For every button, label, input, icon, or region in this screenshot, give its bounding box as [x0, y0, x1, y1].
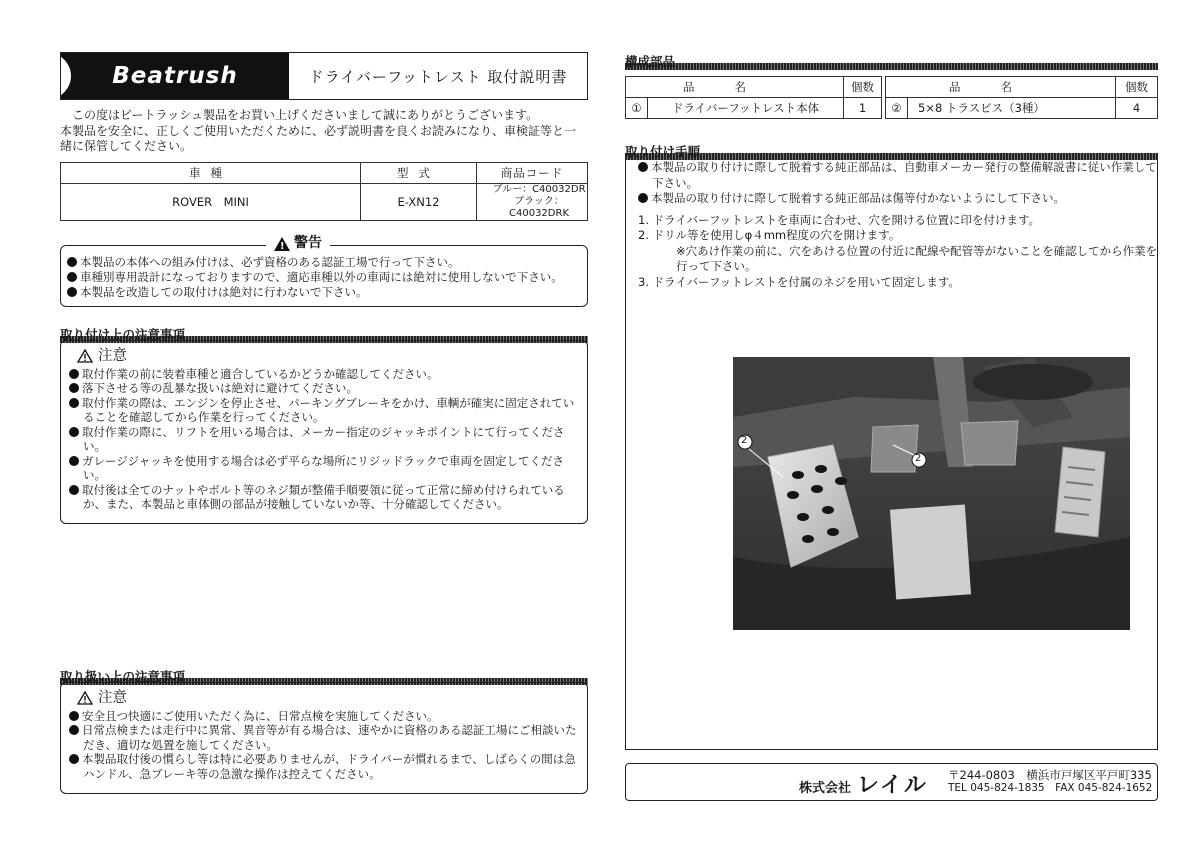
warning-item: 本製品の本体への組み付けは、必ず資格のある認証工場で行って下さい。 [67, 255, 581, 270]
parts-header-name: 品名 [626, 77, 844, 98]
handling-caution-heading [77, 691, 579, 706]
header-vehicle: 車種 [61, 163, 361, 184]
warning-heading [266, 236, 330, 251]
caution-item: 取付作業の際に、リフトを用いる場合は、メーカー指定のジャッキポイントにて行ってください。 [69, 425, 579, 454]
install-steps-text [638, 160, 1158, 290]
photo-callout-label: 2 [741, 435, 748, 446]
caution-item: 落下させる等の乱暴な扱いは絶対に避けてください。 [69, 381, 579, 396]
code-black: ブラック：C40032DRK [509, 196, 569, 219]
parts-section: 構成部品 [625, 52, 1158, 66]
intro-line: 本製品を安全に、正しくご使用いただくために、必ず説明書を良くお読みになり、車検証等と一 [60, 123, 577, 138]
company-name [799, 768, 928, 799]
handling-item: 安全且つ快適にご使用いただく為に、日常点検を実施してください。 [69, 709, 579, 724]
caution-item: 取付作業の前に装着車種と適合しているかどうか確認してください。 [69, 367, 579, 382]
parts-header-qty: 個数 [1116, 77, 1158, 98]
company-address [948, 769, 1152, 795]
warning-box [60, 235, 588, 307]
photo-callout-label: 2 [915, 453, 922, 464]
intro-line: この度はビートラッシュ製品をお買い上げくださいまして誠にありがとうございます。 [72, 108, 539, 122]
install-caution-section: 取り付け上の注意事項 [60, 325, 588, 339]
part-number: ① [626, 98, 648, 119]
caution-item: 取付作業の際は、エンジンを停止させ、パーキングブレーキをかけ、車輌が確実に固定されていることを確認してから作業を行ってください。 [69, 396, 579, 425]
code-blue: ブルー：C40032DR [492, 184, 586, 195]
install-step: 2. ドリル等を使用しφ４mm程度の穴を開けます。 [638, 228, 901, 242]
product-codes [477, 184, 588, 221]
caution-item: 取付後は全てのナットやボルト等のネジ類が整備手順要領に従って正常に締め付けられているか、また、本製品と車体側の部品が接触していないか等、十分確認してください。 [69, 483, 579, 512]
parts-header-qty: 個数 [844, 77, 882, 98]
install-steps-section: 取り付け手順 [625, 142, 1158, 156]
install-caution-box [60, 340, 588, 524]
header-type: 型式 [361, 163, 477, 184]
part-qty: 1 [844, 98, 882, 119]
brand-name: Beatrush [112, 63, 238, 89]
handling-caution-section: 取り扱い上の注意事項 [60, 667, 588, 681]
brand-logo [61, 53, 289, 99]
company-tel: TEL 045-824-1835 FAX 045-824-1652 [948, 782, 1153, 794]
part-number: ② [886, 98, 908, 119]
intro-line: 緒に保管してください。 [60, 139, 193, 153]
header-box [60, 52, 588, 100]
install-note: 本製品の取り付けに際して脱着する純正部品は、自動車メーカー発行の整備解説書に従い作業して下さい。 [638, 160, 1158, 191]
company-prefix: 株式会社 [799, 781, 852, 796]
parts-header-name: 品名 [886, 77, 1116, 98]
handling-caution-title: 注意 [98, 690, 127, 706]
handling-caution-box [60, 682, 588, 794]
warning-icon [274, 237, 290, 251]
part-qty: 4 [1116, 98, 1158, 119]
caution-icon [77, 691, 93, 705]
install-step: 1. ドライバーフットレストを車両に合わせ、穴を開ける位置に印を付けます。 [638, 212, 1041, 227]
company-postal: 〒244-0803 横浜市戸塚区平戸町335 [948, 768, 1152, 782]
warning-item: 本製品を改造しての取付けは絶対に行わないで下さい。 [67, 285, 581, 300]
parts-table [625, 76, 1158, 119]
caution-item: ガレージジャッキを使用する場合は必ず平らな場所にリジッドラックで車両を固定してください。 [69, 454, 579, 483]
part-name: ドライバーフットレスト本体 [648, 98, 844, 119]
install-sub-note: ※穴あけ作業の前に、穴をあける位置の付近に配線や配管等がないことを確認してから作業を行って下さい。 [676, 243, 1158, 273]
install-caution-heading [77, 349, 579, 364]
install-step: 3. ドライバーフットレストを付属のネジを用いて固定します。 [638, 274, 960, 289]
install-caution-title: 注意 [98, 348, 127, 364]
part-name: 5×8 トラスビス（3種） [908, 98, 1116, 119]
warning-item: 車種別専用設計になっておりますので、適応車種以外の車両には絶対に使用しないで下さい。 [67, 270, 581, 285]
intro-text [60, 108, 600, 155]
company-brand: レイル [857, 773, 928, 798]
vehicle-model: ROVER MINI [61, 184, 361, 221]
header-product-code: 商品コード [477, 163, 588, 184]
warning-title: 警告 [294, 235, 322, 251]
document-title: ドライバーフットレスト 取付説明書 [308, 67, 568, 86]
install-note: 本製品の取り付けに際して脱着する純正部品は傷等付かないようにして下さい。 [638, 191, 1158, 207]
vehicle-table [60, 162, 588, 221]
vehicle-type-code: E-XN12 [361, 184, 477, 221]
handling-item: 本製品取付後の慣らし等は特に必要ありませんが、ドライバーが慣れるまで、しばらくの間は急ハンドル、急ブレーキ等の急激な操作は控えてください。 [69, 752, 579, 781]
caution-icon [77, 349, 93, 363]
installation-photo [733, 357, 1130, 630]
handling-item: 日常点検または走行中に異常、異音等が有る場合は、速やかに資格のある認証工場にご相談いただき、適切な処置を施してください。 [69, 723, 579, 752]
